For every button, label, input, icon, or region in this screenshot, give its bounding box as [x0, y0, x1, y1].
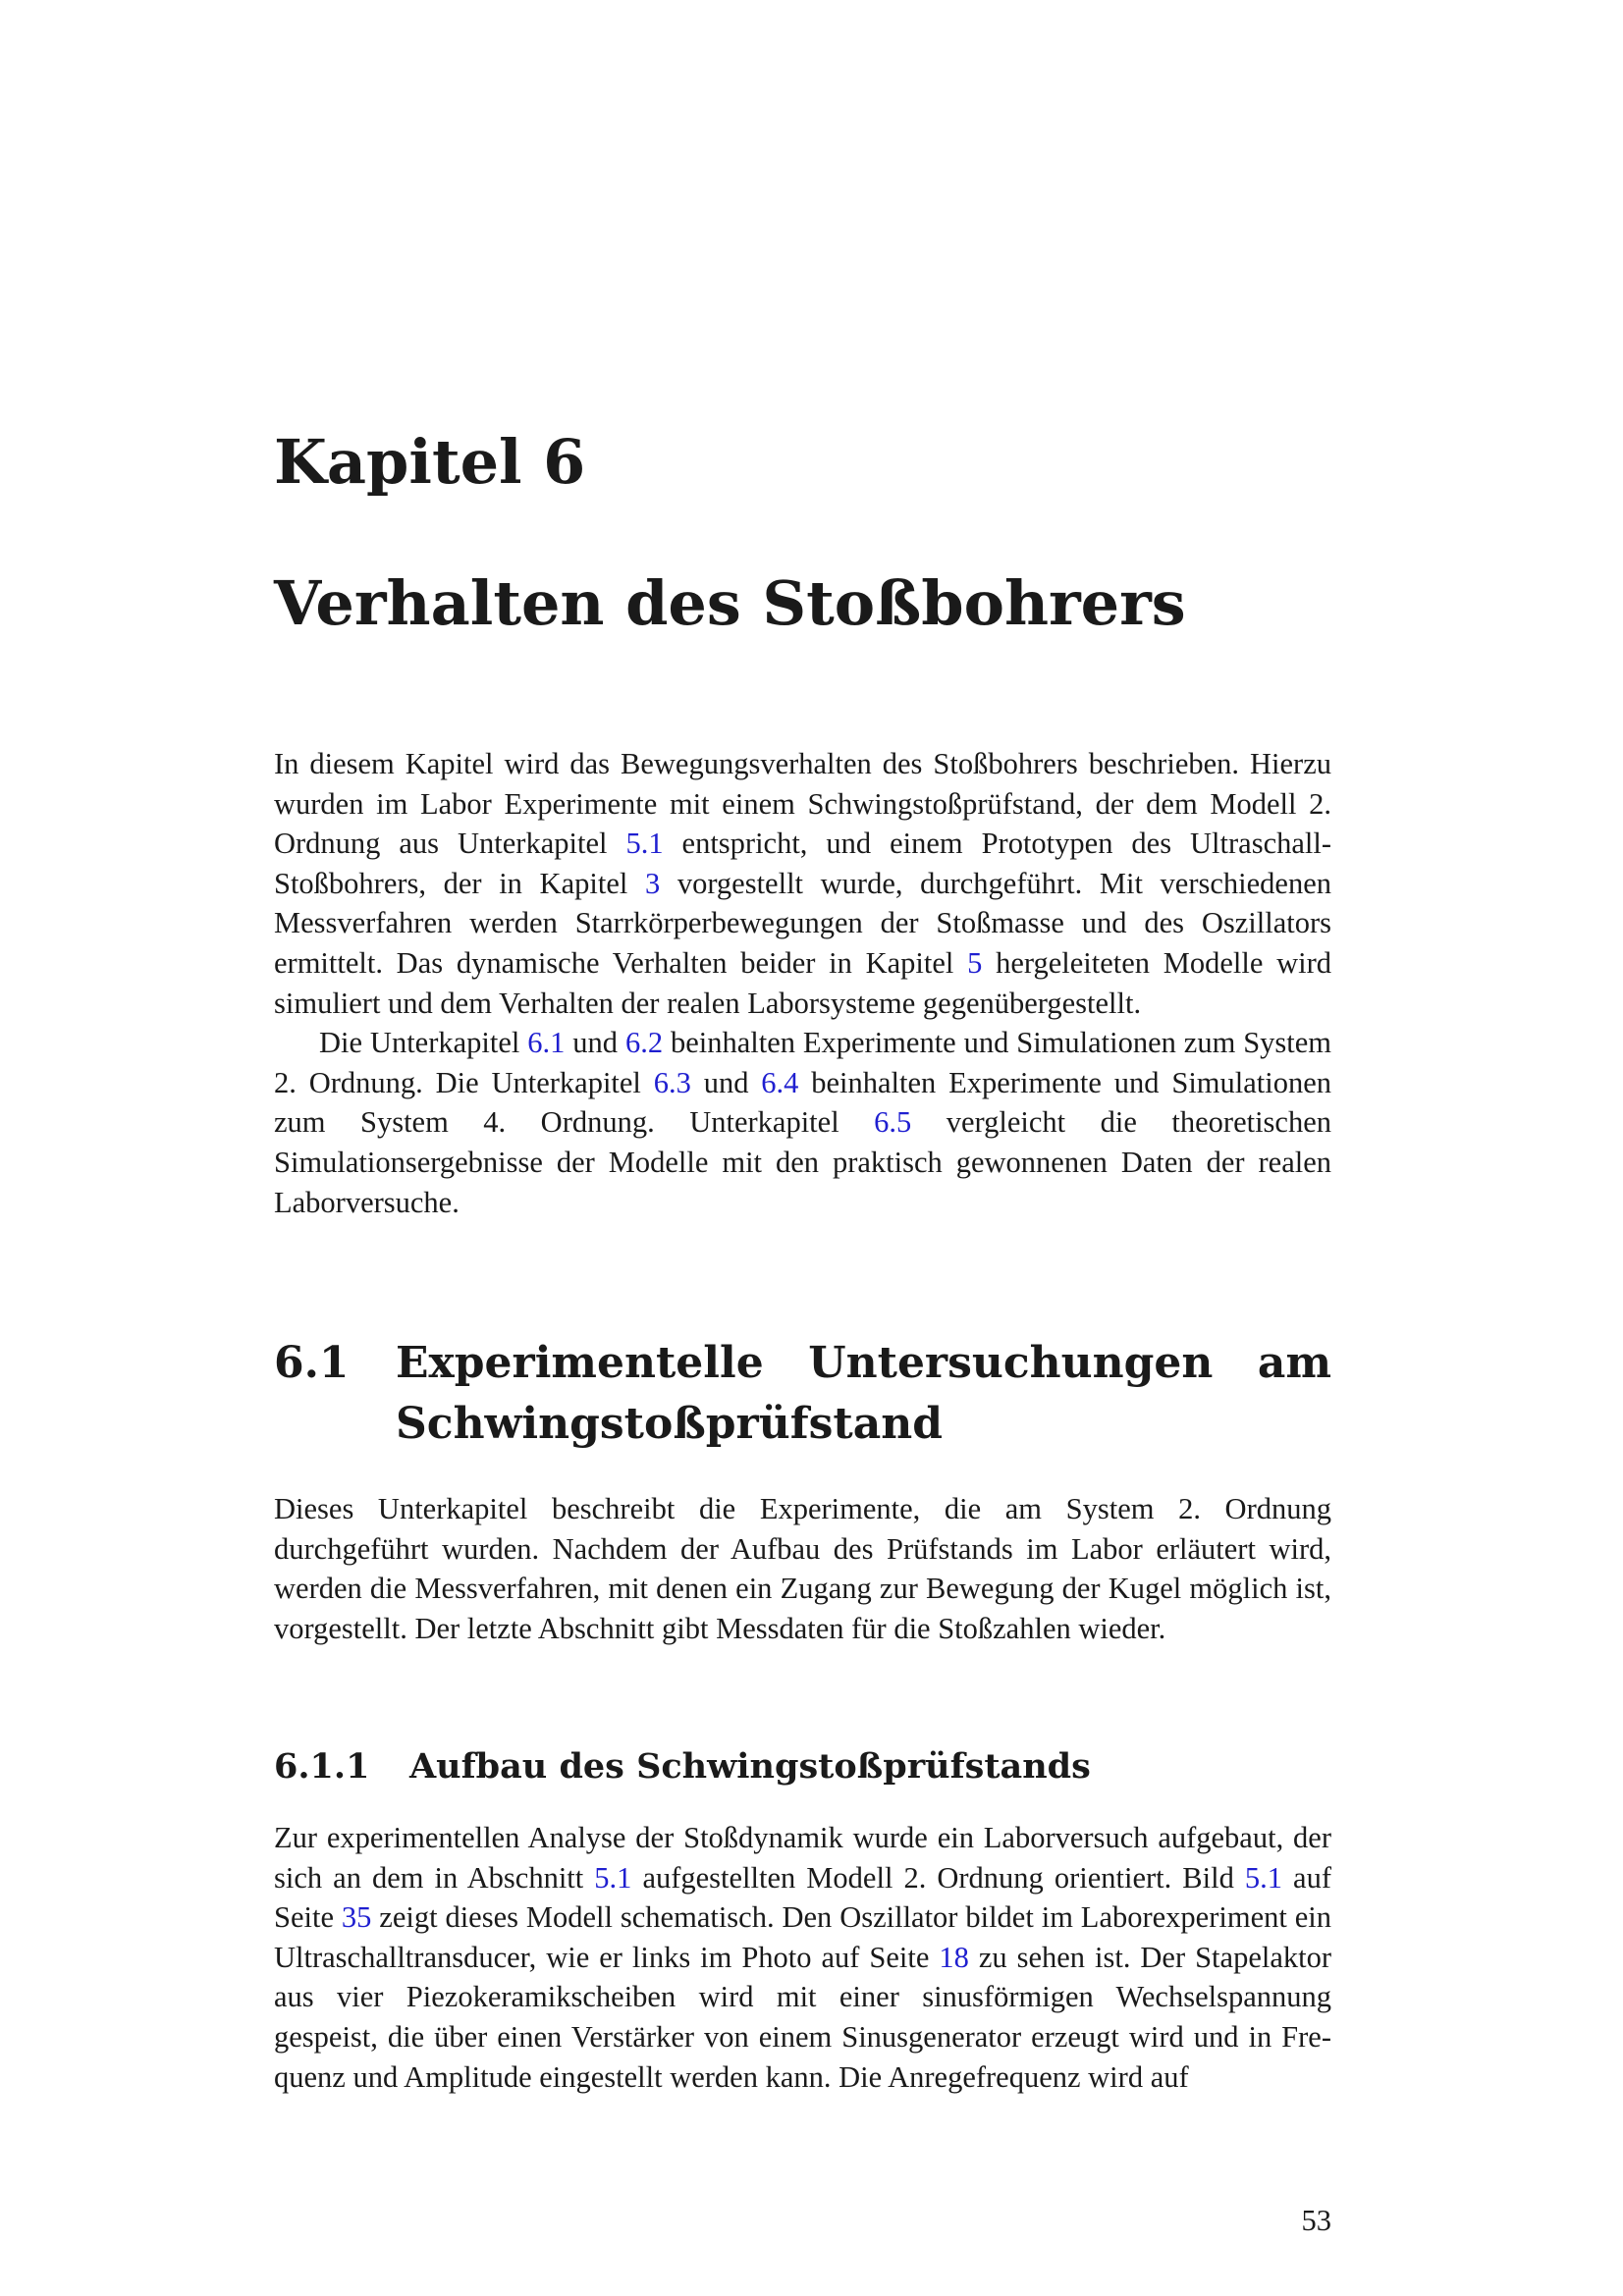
ref-link[interactable]: 5.1: [594, 1860, 632, 1895]
subsection-number: 6.1.1: [274, 1746, 370, 1787]
intro-paragraph-1: [274, 744, 1331, 1023]
ref-link[interactable]: 3: [644, 866, 661, 900]
intro-text: [274, 744, 1331, 1222]
ref-link[interactable]: 5.1: [1244, 1860, 1283, 1895]
text-run: beinhalten Experimente und Simulationen zum System 2. Ordnung. Die Unterkapitel: [274, 1026, 1332, 1099]
ref-link[interactable]: 6.1: [527, 1026, 566, 1060]
subsection-heading: [274, 1743, 1091, 1790]
text-run: Die Unterkapitel: [319, 1026, 528, 1060]
text-run: auf Seite: [274, 1860, 1332, 1935]
section-text: [274, 1489, 1331, 1648]
text-run: entspricht, und einem Prototypen des Ultraschall-Stoßbohrers, der in Kapitel: [274, 827, 1332, 900]
ref-link[interactable]: 5.1: [625, 827, 664, 861]
ref-link[interactable]: 6.4: [761, 1065, 799, 1099]
section-paragraph: Dieses Unterkapitel beschreibt die Experimente, die am System 2. Ordnung durchgeführt wurden. Nachdem der Aufbau des Prüfstands im Labor erläutert wird, werden die Messverfahren, mit denen ein Zugang zur Bewegung der Kugel möglich ist, vorgestellt. Der letzte Abschnitt gibt Messdaten für die Stoßzahlen wieder.: [274, 1492, 1331, 1645]
text-run: vergleicht die theoretischen Simulationsergebnisse der Modelle mit den praktisch gewonnenen Daten der realen Laborversuche.: [274, 1105, 1331, 1219]
text-run: beinhalten Experimente und Simulationen zum System 4. Ordnung. Unterkapitel: [274, 1065, 1332, 1140]
text-run: zeigt dieses Modell schematisch. Den Oszillator bildet im Laborexperiment ein Ultraschalltransducer, wie er links im Photo auf Seite: [274, 1900, 1331, 1974]
text-run: und: [690, 1065, 762, 1099]
section-number: 6.1: [274, 1338, 350, 1388]
ref-link[interactable]: 6.5: [874, 1105, 912, 1140]
intro-paragraph-2: [274, 1023, 1331, 1222]
ref-link[interactable]: 18: [939, 1940, 969, 1974]
chapter-title: Verhalten des Stoßbohrers: [274, 567, 1186, 639]
section-heading: [274, 1333, 1331, 1455]
chapter-label: Kapitel 6: [274, 426, 586, 498]
text-run: und: [565, 1026, 625, 1060]
ref-link[interactable]: 5: [967, 945, 983, 980]
text-run: zu sehen ist. Der Stapelaktor aus vier Piezokeramikscheiben wird mit einer sinusförmigen Wechselspannung gespeist, die über einen Verstärker von einem Sinusgenerator erzeugt wird und in Frequenz und Amplitude eingestellt werden kann. Die Anregefrequenz wird auf: [274, 1940, 1331, 2094]
subsection-title: Aufbau des Schwingstoßprüfstands: [409, 1746, 1091, 1787]
text-run: In diesem Kapitel wird das Bewegungsverhalten des Stoßbohrers beschrieben. Hierzu wurden im Labor Experimente mit einem Schwingstoßprüfstand, der dem Modell 2. Ordnung aus Unterkapitel: [274, 747, 1331, 861]
section-title: Experimentelle Untersuchungen am Schwingstoßprüfstand: [396, 1338, 1331, 1449]
text-run: hergeleiteten Modelle wird simuliert und dem Verhalten der realen Laborsysteme gegenübergestellt.: [274, 945, 1331, 1020]
text-run: vorgestellt wurde, durchgeführt. Mit verschiedenen Messverfahren werden Starrkörperbewegungen der Stoßmasse und des Oszillators ermittelt. Das dynamische Verhalten beider in Kapitel: [274, 866, 1331, 980]
subsection-text: [274, 1818, 1331, 2097]
ref-link[interactable]: 6.2: [624, 1026, 664, 1060]
text-run: Zur experimentellen Analyse der Stoßdynamik wurde ein Laborversuch aufgebaut, der sich an dem in Abschnitt: [274, 1821, 1331, 1895]
ref-link[interactable]: 35: [341, 1900, 372, 1935]
ref-link[interactable]: 6.3: [653, 1065, 691, 1099]
page-number: 53: [1301, 2204, 1331, 2237]
text-run: aufgestellten Modell 2. Ordnung orientiert. Bild: [631, 1860, 1245, 1895]
subsection-paragraph: [274, 1818, 1331, 2097]
